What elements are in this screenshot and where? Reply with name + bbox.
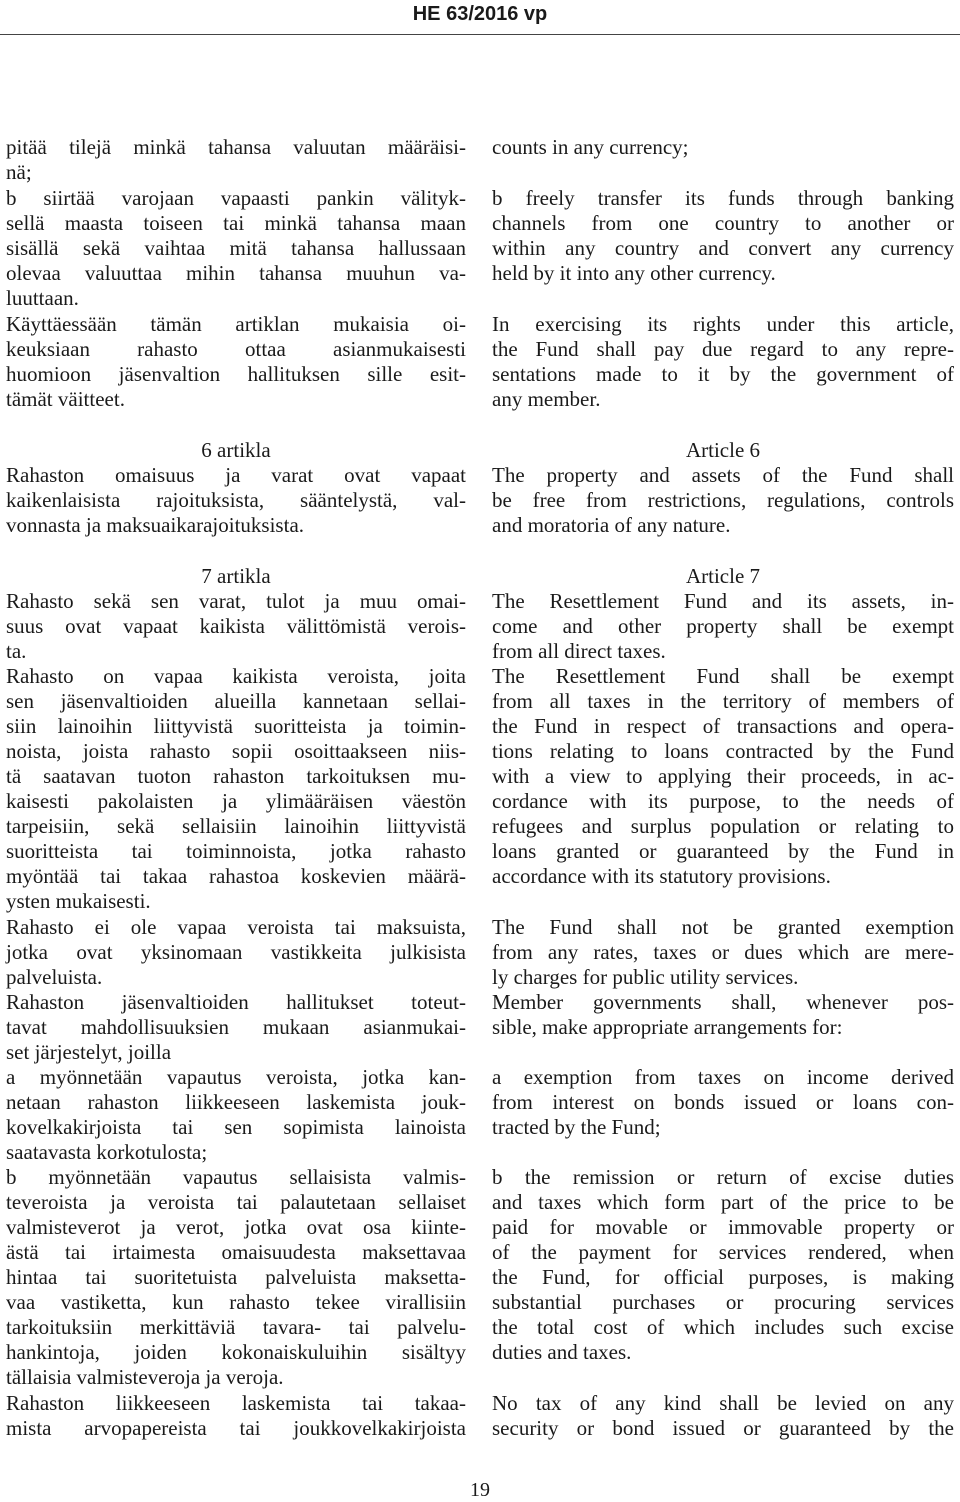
text-line: ysten mukaisesti.: [6, 889, 151, 913]
text-line: b myönnetään vapautus sellaisista valmis-: [6, 1165, 466, 1189]
text-line: the Fund shall pay due regard to any repre-: [492, 337, 954, 361]
text-line: hintaa tai suoritetuista palveluista maksetta-: [6, 1265, 466, 1289]
text-line: channels from one country to another or: [492, 211, 954, 235]
text-line: netaan rahaston liikkeeseen laskemista jouk-: [6, 1090, 466, 1114]
text-line: and taxes which form part of the price to be: [492, 1190, 954, 1214]
text-line: ly charges for public utility services.: [492, 965, 799, 989]
article-heading: Article 7: [685, 564, 761, 588]
page-number: 19: [470, 1479, 490, 1501]
text-line: tä saatavan tuoton rahaston tarkoituksen mu-: [6, 764, 466, 788]
text-line: No tax of any kind shall be levied on any: [492, 1391, 954, 1415]
text-line: vaa vastiketta, kun rahasto tekee virallisiin: [6, 1290, 466, 1314]
text-line: come and other property shall be exempt: [492, 614, 954, 638]
text-line: jotka ovat yksinomaan vastikkeita julkisista: [6, 940, 466, 964]
text-line: a myönnetään vapautus veroista, jotka kan-: [6, 1065, 466, 1089]
text-line: Rahasto on vapaa kaikista veroista, joita: [6, 664, 466, 688]
text-line: sisällä sekä vaihtaa mitä tahansa hallussaan: [6, 236, 466, 260]
text-line: tavat mahdollisuuksien mukaan asianmukai-: [6, 1015, 466, 1039]
text-line: held by it into any other currency.: [492, 261, 776, 285]
text-line: within any country and convert any currency: [492, 236, 954, 260]
text-line: from all taxes in the territory of members of: [492, 689, 954, 713]
document-header: HE 63/2016 vp: [412, 3, 548, 25]
text-line: In exercising its rights under this article,: [492, 312, 954, 336]
text-line: tarpeisiin, sekä sellaisiin lainoihin liittyvistä: [6, 814, 466, 838]
text-line: nä;: [6, 160, 32, 184]
text-line: palveluista.: [6, 965, 103, 989]
text-line: b freely transfer its funds through banking: [492, 186, 954, 210]
text-line: the Fund, for official purposes, is making: [492, 1265, 954, 1289]
text-line: Käyttäessään tämän artiklan mukaisia oi-: [6, 312, 466, 336]
text-line: Rahaston omaisuus ja varat ovat vapaat: [6, 463, 466, 487]
text-line: loans granted or guaranteed by the Fund in: [492, 839, 954, 863]
text-line: and moratoria of any nature.: [492, 513, 731, 537]
text-line: from any rates, taxes or dues which are mere-: [492, 940, 954, 964]
text-line: luuttaan.: [6, 286, 79, 310]
text-line: The property and assets of the Fund shall: [492, 463, 954, 487]
text-line: myöntää tai takaa rahastoa koskevien määrä-: [6, 864, 466, 888]
text-line: paid for movable or immovable property or: [492, 1215, 954, 1239]
text-line: from all direct taxes.: [492, 639, 666, 663]
text-line: set järjestelyt, joilla: [6, 1040, 172, 1064]
text-line: tracted by the Fund;: [492, 1115, 661, 1139]
text-line: huomioon jäsenvaltion hallituksen sille esit-: [6, 362, 466, 386]
text-line: The Resettlement Fund and its assets, in-: [492, 589, 954, 613]
text-line: of the payment for services rendered, when: [492, 1240, 954, 1264]
text-line: tarkoituksiin merkittäviä tavara- tai palvelu-: [6, 1315, 466, 1339]
text-line: The Fund shall not be granted exemption: [492, 915, 954, 939]
text-line: sen jäsenvaltioiden alueilla kannetaan sellai-: [6, 689, 466, 713]
text-line: tällaisia valmisteveroja ja veroja.: [6, 1365, 284, 1389]
text-line: any member.: [492, 387, 601, 411]
article-heading: 6 artikla: [201, 438, 271, 462]
text-line: cordance with its purpose, to the needs of: [492, 789, 954, 813]
text-line: ästä tai irtaimesta omaisuudesta maksettavaa: [6, 1240, 466, 1264]
text-line: Rahasto ei ole vapaa veroista tai maksuista,: [6, 915, 466, 939]
text-line: the Fund in respect of transactions and opera-: [492, 714, 954, 738]
text-line: kaikenlaisista rajoituksista, sääntelystä, val-: [6, 488, 466, 512]
text-line: be free from restrictions, regulations, controls: [492, 488, 954, 512]
text-line: counts in any currency;: [492, 135, 689, 159]
text-line: valmisteverot ja verot, jotka ovat osa kiinte-: [6, 1215, 466, 1239]
text-line: accordance with its statutory provisions.: [492, 864, 831, 888]
text-line: saatavasta korkotulosta;: [6, 1140, 208, 1164]
text-line: hankintoja, joiden kokonaiskuluihin sisältyy: [6, 1340, 466, 1364]
text-line: sible, make appropriate arrangements for:: [492, 1015, 843, 1039]
text-line: kaisesti pakolaisten ja ylimääräisen väestön: [6, 789, 466, 813]
text-line: siin lainoihin liittyvistä suoritteista ja toimin-: [6, 714, 466, 738]
text-line: keuksiaan rahasto ottaa asianmukaisesti: [6, 337, 466, 361]
text-line: Member governments shall, whenever pos-: [492, 990, 954, 1014]
text-line: mista arvopapereista tai joukkovelkakirjoista: [6, 1416, 466, 1440]
article-heading: 7 artikla: [201, 564, 271, 588]
text-line: tions relating to loans contracted by the Fund: [492, 739, 954, 763]
text-line: sentations made to it by the government of: [492, 362, 954, 386]
text-line: the total cost of which includes such excise: [492, 1315, 954, 1339]
text-line: suoritteista tai toiminnoista, jotka rahasto: [6, 839, 466, 863]
text-line: vonnasta ja maksuaikarajoituksista.: [6, 513, 305, 537]
text-line: a exemption from taxes on income derived: [492, 1065, 954, 1089]
text-line: olevaa valuuttaa mihin tahansa muuhun va-: [6, 261, 466, 285]
text-line: noista, joista rahasto sopii osoittaakseen niis-: [6, 739, 466, 763]
text-line: Rahaston liikkeeseen laskemista tai takaa-: [6, 1391, 466, 1415]
text-line: pitää tilejä minkä tahansa valuutan määräisi-: [6, 135, 466, 159]
text-line: refugees and surplus population or relating to: [492, 814, 954, 838]
text-line: duties and taxes.: [492, 1340, 632, 1364]
text-line: The Resettlement Fund shall be exempt: [492, 664, 954, 688]
text-line: Rahaston jäsenvaltioiden hallitukset toteut-: [6, 990, 466, 1014]
text-line: ta.: [6, 639, 27, 663]
text-line: substantial purchases or procuring services: [492, 1290, 954, 1314]
text-line: sellä maasta toiseen tai minkä tahansa maan: [6, 211, 466, 235]
text-line: b siirtää varojaan vapaasti pankin välityk-: [6, 186, 466, 210]
text-line: from interest on bonds issued or loans con-: [492, 1090, 954, 1114]
text-line: Rahasto sekä sen varat, tulot ja muu omai-: [6, 589, 466, 613]
text-line: suus ovat vapaat kaikista välittömistä verois-: [6, 614, 466, 638]
text-line: with a view to applying their proceeds, in ac-: [492, 764, 954, 788]
text-line: teveroista ja veroista tai palautetaan sellaiset: [6, 1190, 466, 1214]
text-line: tämät väitteet.: [6, 387, 125, 411]
text-line: b the remission or return of excise duties: [492, 1165, 954, 1189]
article-heading: Article 6: [685, 438, 761, 462]
text-line: security or bond issued or guaranteed by the: [492, 1416, 954, 1440]
header-rule: [0, 34, 960, 35]
text-line: kovelkakirjoista tai sen sopimista lainoista: [6, 1115, 466, 1139]
